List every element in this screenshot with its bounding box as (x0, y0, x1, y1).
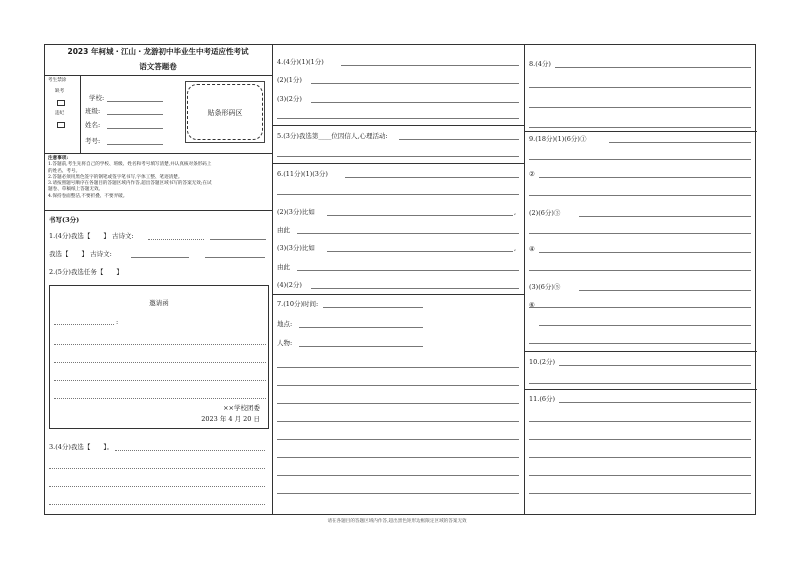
q7-answer-line[interactable] (277, 421, 519, 422)
q8-answer-line[interactable] (529, 107, 751, 108)
q2-label: 2.(5分)我选任务【 】 (49, 268, 123, 276)
violation-label: 违纪 (55, 111, 65, 116)
q9-2-answer-line[interactable] (539, 177, 751, 178)
notice-item: 2.答题必须用黑色签字的钢笔或签字笔书写,字体工整、笔迹清楚。 (48, 174, 183, 180)
q11-answer-line[interactable] (529, 421, 751, 422)
q4-2-answer-line[interactable] (311, 83, 519, 84)
q6-3-answer-line[interactable] (327, 251, 513, 252)
q10-answer-line[interactable] (529, 383, 751, 384)
barcode-label: 贴条形码区 (207, 109, 243, 117)
q8-answer-line[interactable] (529, 87, 751, 88)
q8-answer-line[interactable] (529, 127, 751, 128)
notice-item: 题卷、草稿纸上答题无效。 (48, 187, 104, 193)
q11-answer-line[interactable] (559, 402, 751, 403)
q3-answer-line[interactable] (115, 450, 265, 451)
q1-answer-line[interactable] (210, 239, 266, 240)
q9-4-answer-line[interactable] (529, 270, 751, 271)
q7-person-field[interactable] (299, 346, 423, 347)
invitation-title: 邀请函 (149, 299, 169, 307)
q1b-label: 我选【 】 古诗文: (49, 250, 112, 258)
class-field[interactable] (107, 114, 163, 115)
q6-1-answer-line[interactable] (345, 177, 519, 178)
absent-label: 缺考 (55, 89, 65, 94)
notice-item: 的姓名、考号。 (48, 168, 81, 174)
q9-1-answer-line[interactable] (609, 142, 751, 143)
q11-answer-line[interactable] (529, 493, 751, 494)
q9-4-answer-line[interactable] (539, 252, 751, 253)
q5-answer-line[interactable] (399, 139, 519, 140)
number-field[interactable] (107, 144, 163, 145)
q6-3-comma: , (514, 244, 517, 252)
q7-time-label: 7.(10分)时间: (277, 300, 319, 308)
q7-time-field[interactable] (323, 307, 423, 308)
q6-2-by-label: 由此 (277, 226, 290, 234)
violation-checkbox[interactable] (57, 122, 65, 128)
q9-6-answer-line[interactable] (529, 343, 751, 344)
q4-1-answer-line[interactable] (341, 65, 519, 66)
q1b-answer-line[interactable] (131, 257, 189, 258)
q9-3-label: (2)(6分)③ (529, 209, 561, 217)
q5-label: 5.(3分)我选第____位因信人,心理活动: (277, 132, 388, 140)
notice-item: 1.答题前,考生先将自己的学校、班级、姓名和考号填写清楚,并认真核对条形码上 (48, 162, 212, 168)
q4-1-label: 4.(4分)(1)(1分) (277, 58, 324, 66)
q7-answer-line[interactable] (277, 439, 519, 440)
q7-answer-line[interactable] (277, 493, 519, 494)
name-label: 姓名: (85, 121, 101, 129)
q9-6-answer-line[interactable] (539, 325, 751, 326)
invitation-sign: ××学校团委 (223, 404, 260, 412)
q6-2-comma: , (514, 208, 517, 216)
q3-answer-line[interactable] (49, 504, 265, 505)
q9-5-label: (3)(6分)⑤ (529, 283, 561, 291)
q6-4-label: (4)(2分) (277, 281, 302, 289)
q10-answer-line[interactable] (559, 365, 751, 366)
q6-4-answer-line[interactable] (311, 288, 519, 289)
q9-3-answer-line[interactable] (529, 233, 751, 234)
q9-4-label: ④ (529, 245, 535, 253)
invitation-salutation-line[interactable] (54, 324, 114, 325)
q5-answer-line[interactable] (277, 156, 519, 157)
q3-answer-line[interactable] (49, 468, 265, 469)
q7-place-field[interactable] (299, 327, 423, 328)
q3-label: 3.(4分)我选【 】。 (49, 443, 114, 451)
school-label: 学校: (89, 94, 105, 102)
q6-1-label: 6.(11分)(1)(3分) (277, 170, 328, 178)
q7-person-label: 人物: (277, 339, 293, 347)
q7-place-label: 地点: (277, 320, 293, 328)
notice (48, 156, 212, 200)
q7-answer-line[interactable] (277, 403, 519, 404)
q9-3-answer-line[interactable] (579, 216, 751, 217)
invitation-line[interactable] (54, 362, 266, 363)
number-label: 考号: (85, 137, 101, 145)
q6-2-answer-line[interactable] (327, 215, 513, 216)
invitation-line[interactable] (54, 344, 266, 345)
column-left (45, 45, 273, 514)
invitation-date: 2023 年 4 月 20 日 (201, 415, 260, 423)
q9-5-answer-line[interactable] (529, 307, 751, 308)
q4-3-answer-line[interactable] (311, 102, 519, 103)
q6-2-label: (2)(3分)比如 (277, 208, 315, 216)
q11-label: 11.(6分) (529, 395, 556, 403)
absent-checkbox[interactable] (57, 100, 65, 106)
answer-sheet (44, 44, 756, 515)
q9-2-label: ② (529, 170, 535, 178)
exam-title-line1: 2023 年柯城・江山・龙游初中毕业生中考适应性考试 (67, 47, 249, 56)
q6-3-label: (3)(3分)比如 (277, 244, 315, 252)
q7-answer-line[interactable] (277, 457, 519, 458)
class-label: 班级: (85, 107, 101, 115)
q8-label: 8.(4分) (529, 60, 551, 68)
q9-5-answer-line[interactable] (579, 290, 751, 291)
q1-answer-line[interactable] (148, 239, 204, 240)
exam-title-line2: 语文答题卷 (139, 62, 177, 71)
q6-3-by-label: 由此 (277, 263, 290, 271)
writing-section-title: 书写(3分) (49, 216, 80, 224)
q7-answer-line[interactable] (277, 385, 519, 386)
q6-1-answer-line[interactable] (277, 194, 519, 195)
q9-1-label: 9.(18分)(1)(6分)① (529, 135, 587, 143)
q7-answer-line[interactable] (277, 367, 519, 368)
exam-status-label: 考生禁涂 (48, 78, 67, 83)
q7-answer-line[interactable] (277, 475, 519, 476)
notice-heading: 注意事项: (48, 156, 69, 161)
q4-2-label: (2)(1分) (277, 76, 302, 84)
invitation-line[interactable] (54, 380, 266, 381)
q3-answer-line[interactable] (49, 486, 265, 487)
notice-item: 3.请按照题号顺序在各题目的答题区域内作答,超出答题区域书写的答案无效;在试 (48, 181, 212, 187)
school-field[interactable] (107, 101, 163, 102)
q1b-answer-line[interactable] (205, 257, 265, 258)
q6-2-answer-line[interactable] (297, 233, 519, 234)
column-middle (273, 45, 525, 514)
q11-answer-line[interactable] (529, 439, 751, 440)
q6-3-answer-line[interactable] (297, 270, 519, 271)
column-right (525, 45, 757, 514)
q10-label: 10.(2分) (529, 358, 556, 366)
q9-6-label: ⑥ (529, 301, 535, 309)
invitation-salutation-colon: : (116, 318, 119, 326)
q8-answer-line[interactable] (555, 67, 751, 68)
q4-3-label: (3)(2分) (277, 95, 302, 103)
notice-item: 4.保持卷面整洁,不要折叠、不要弄破。 (48, 193, 128, 199)
q4-3-answer-line[interactable] (277, 118, 519, 119)
name-field[interactable] (107, 128, 163, 129)
q9-2-answer-line[interactable] (529, 195, 751, 196)
q1-label: 1.(4分)我选【 】 古诗文: (49, 232, 134, 240)
invitation-line[interactable] (54, 398, 266, 399)
q9-1-answer-line[interactable] (529, 159, 751, 160)
footer-note: 请在各题目的答题区域内作答,超出黑色矩形边框限定区域的答案无效 (327, 519, 467, 524)
barcode-area (187, 84, 263, 140)
q11-answer-line[interactable] (529, 457, 751, 458)
invitation-box (49, 285, 269, 429)
q11-answer-line[interactable] (529, 475, 751, 476)
